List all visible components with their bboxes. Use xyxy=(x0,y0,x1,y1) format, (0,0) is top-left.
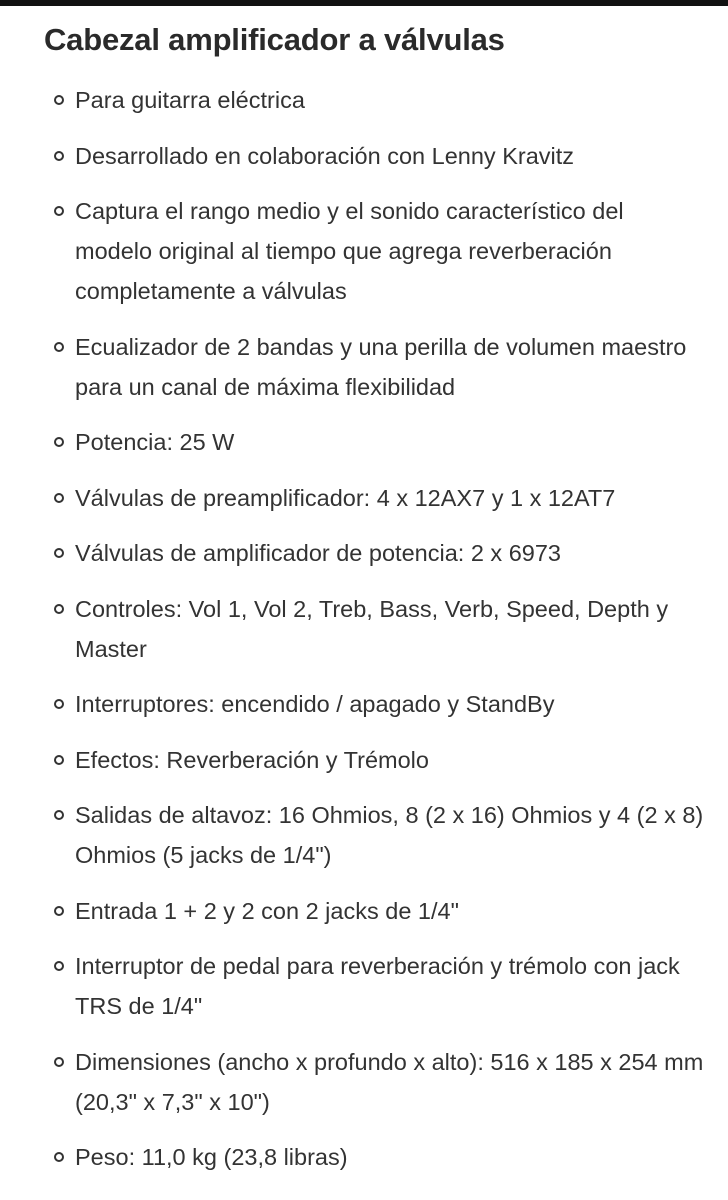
feature-text: Entrada 1 + 2 y 2 con 2 jacks de 1/4" xyxy=(75,897,459,924)
feature-item xyxy=(54,422,704,462)
feature-text: Para guitarra eléctrica xyxy=(75,87,305,113)
feature-item xyxy=(54,891,704,931)
feature-text: Válvulas de preamplificador: 4 x 12AX7 y 1 x 12AT7 xyxy=(75,484,616,511)
feature-text: Ecualizador de 2 bandas y una perilla de volumen maestro para un canal de máxima flexibilidad xyxy=(75,333,687,400)
page-title: Cabezal amplificador a válvulas xyxy=(44,22,505,57)
feature-text: Interruptores: encendido / apagado y StandBy xyxy=(75,691,555,717)
feature-item xyxy=(54,533,704,573)
feature-text: Captura el rango medio y el sonido característico del modelo original al tiempo que agrega reverberación completamente a válvulas xyxy=(75,198,624,304)
feature-item xyxy=(54,684,704,724)
feature-text: Salidas de altavoz: 16 Ohmios, 8 (2 x 16) Ohmios y 4 (2 x 8) Ohmios (5 jacks de 1/4") xyxy=(75,802,704,868)
bullet-icon xyxy=(54,1057,64,1067)
feature-item xyxy=(54,740,704,780)
feature-item xyxy=(54,1042,704,1122)
bullet-icon xyxy=(54,1152,64,1162)
top-bar xyxy=(0,0,728,6)
feature-text: Válvulas de amplificador de potencia: 2 x 6973 xyxy=(75,540,561,566)
feature-text: Efectos: Reverberación y Trémolo xyxy=(75,746,429,773)
feature-text: Interruptor de pedal para reverberación y trémolo con jack TRS de 1/4" xyxy=(75,953,680,1019)
bullet-icon xyxy=(54,699,64,709)
bullet-icon xyxy=(54,151,64,161)
bullet-icon xyxy=(54,961,64,971)
bullet-icon xyxy=(54,437,64,447)
feature-text: Desarrollado en colaboración con Lenny Kravitz xyxy=(75,142,575,169)
bullet-icon xyxy=(54,548,64,558)
feature-item xyxy=(54,1137,704,1177)
bullet-icon xyxy=(54,810,64,820)
feature-item xyxy=(54,795,704,875)
feature-item xyxy=(54,589,704,669)
feature-text: Controles: Vol 1, Vol 2, Treb, Bass, Verb, Speed, Depth y Master xyxy=(75,595,669,662)
bullet-icon xyxy=(54,604,64,614)
bullet-icon xyxy=(54,906,64,916)
bullet-icon xyxy=(54,342,64,352)
feature-text: Potencia: 25 W xyxy=(75,429,235,455)
bullet-icon xyxy=(54,493,64,503)
bullet-icon xyxy=(54,755,64,765)
bullet-icon xyxy=(54,95,64,105)
feature-item xyxy=(54,327,704,407)
feature-item xyxy=(54,136,704,176)
bullet-icon xyxy=(54,206,64,216)
feature-text: Peso: 11,0 kg (23,8 libras) xyxy=(75,1144,348,1170)
feature-item xyxy=(54,946,704,1026)
feature-list xyxy=(54,80,704,1193)
feature-item xyxy=(54,80,704,120)
feature-text: Dimensiones (ancho x profundo x alto): 516 x 185 x 254 mm (20,3" x 7,3" x 10") xyxy=(75,1048,704,1115)
feature-item xyxy=(54,191,704,311)
feature-item xyxy=(54,478,704,518)
